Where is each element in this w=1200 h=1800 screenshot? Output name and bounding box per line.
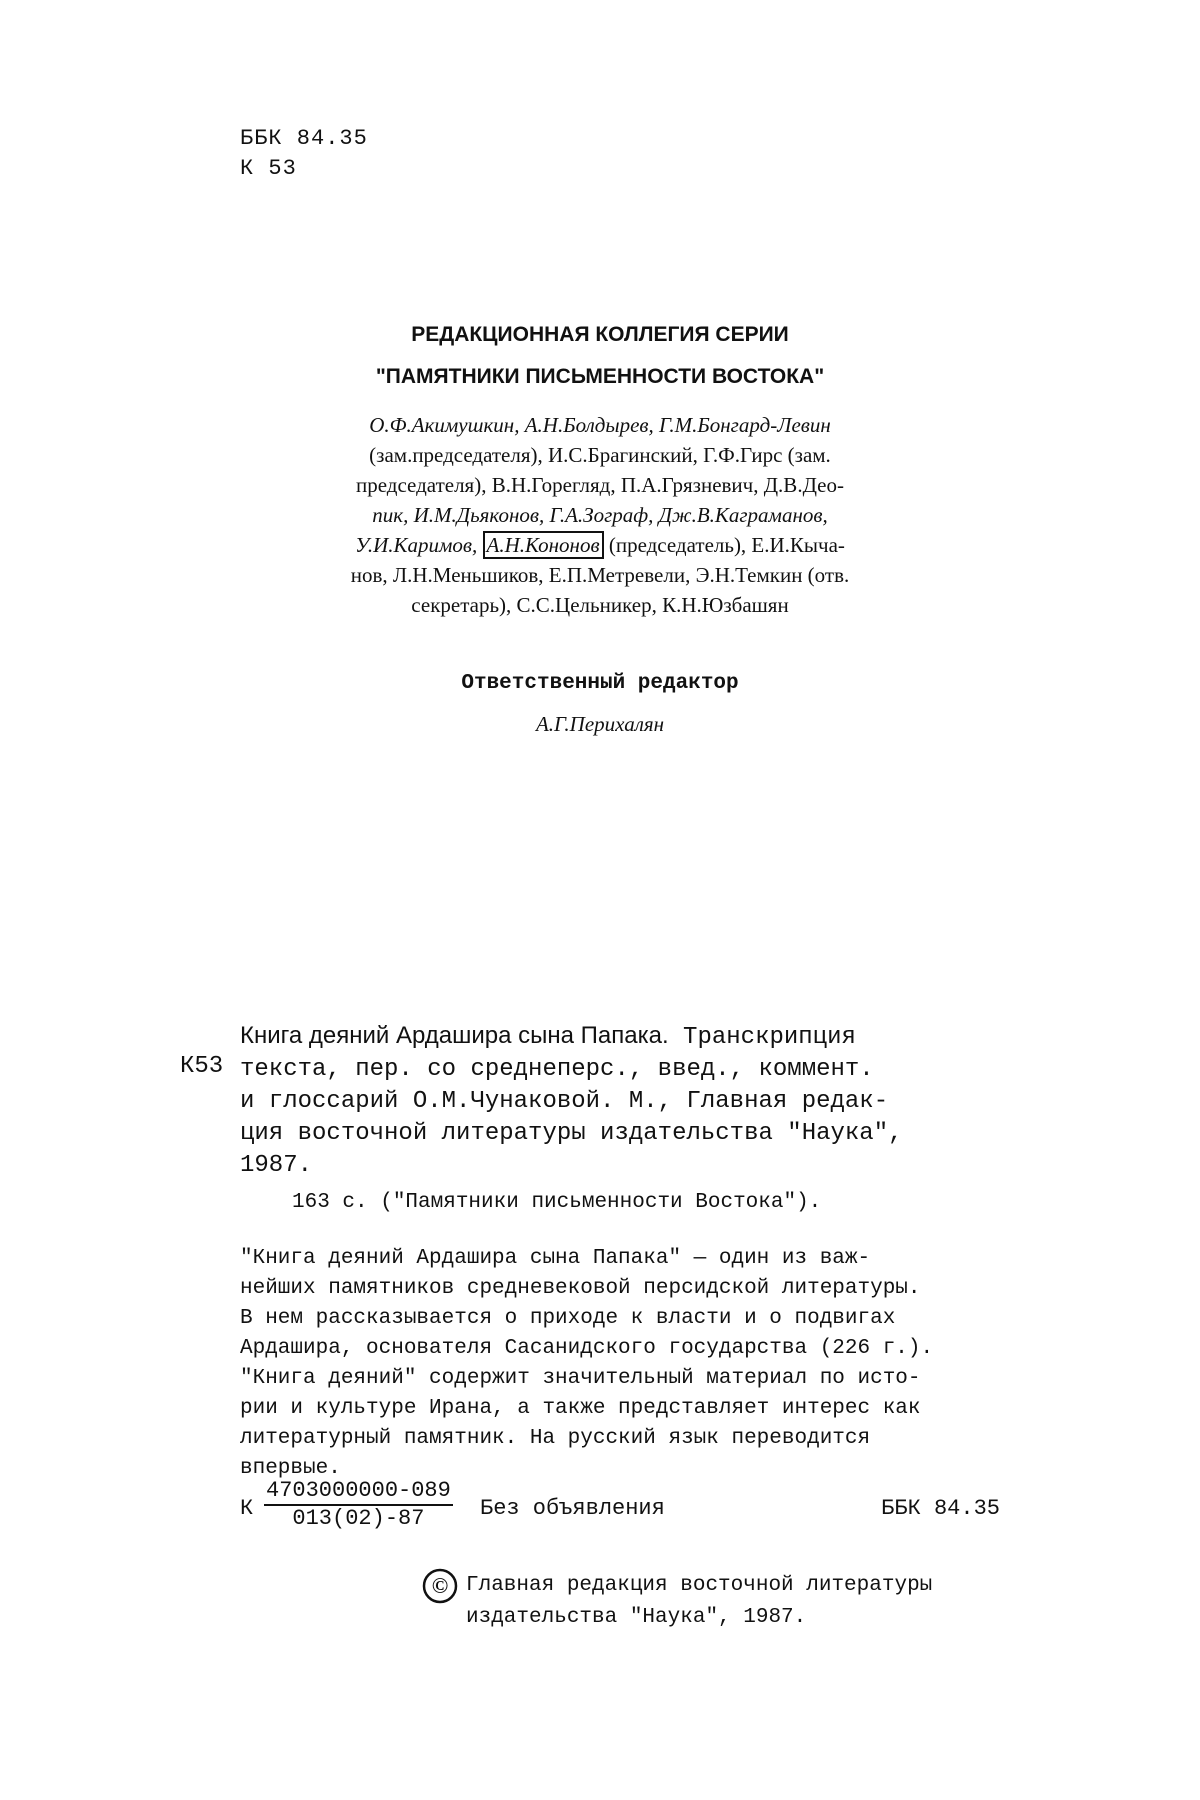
members-line-5 [0, 530, 1200, 560]
members-line-5-start: У.И.Каримов, [355, 533, 483, 557]
annotation-line-8: впервые. [240, 1457, 341, 1480]
annotation [240, 1244, 933, 1484]
members-line-1: О.Ф.Акимушкин, А.Н.Болдырев, Г.М.Бонгард-Левин [369, 413, 831, 437]
annotation-line-6: рии и культуре Ирана, а также представляет интерес как [240, 1397, 921, 1420]
board-title-line-1: РЕДАКЦИОННАЯ КОЛЛЕГИЯ СЕРИИ [411, 323, 789, 346]
editor-name: А.Г.Перихалян [535, 712, 665, 736]
responsible-editor [0, 664, 1200, 744]
page-count-series: 163 с. ("Памятники письменности Востока"). [292, 1191, 822, 1214]
copyright-text [466, 1570, 932, 1634]
annotation-line-5: "Книга деяний" содержит значительный материал по исто- [240, 1367, 921, 1390]
catalog-line-1 [240, 1020, 903, 1054]
members-line-5-end: (председатель), Е.И.Кыча- [603, 533, 845, 557]
copyright-line-2: издательства "Наука", 1987. [466, 1606, 807, 1629]
catalog-line-2: текста, пер. со среднеперс., введ., коммент. [240, 1056, 874, 1083]
copyright-line-1: Главная редакция восточной литературы [466, 1574, 933, 1597]
annotation-line-2: нейших памятников средневековой персидской литературы. [240, 1277, 921, 1300]
annotation-line-1: "Книга деяний Ардашира сына Папака" — один из важ- [240, 1247, 871, 1270]
annotation-line-7: литературный памятник. На русский язык переводится [240, 1427, 871, 1450]
bbk-code: ББК 84.35 [240, 126, 368, 151]
catalog-code-denominator: 013(02)-87 [292, 1506, 425, 1531]
catalog-code-letter: К [240, 1496, 254, 1521]
members-line-3: председателя), В.Н.Горегляд, П.А.Грязневич, Д.В.Део- [356, 473, 844, 497]
board-title-line-2: "ПАМЯТНИКИ ПИСЬМЕННОСТИ ВОСТОКА" [375, 365, 825, 388]
book-title: Книга деяний Ардашира сына Папака. [240, 1022, 669, 1049]
copyright-symbol: © [431, 1573, 449, 1598]
members-line-7: секретарь), С.С.Цельникер, К.Н.Юзбашян [411, 593, 789, 617]
annotation-line-4: Ардашира, основателя Сасанидского государства (226 г.). [240, 1337, 934, 1360]
members-line-2: (зам.председателя), И.С.Брагинский, Г.Ф.Гирс (зам. [369, 443, 831, 467]
catalog-entry [240, 1020, 903, 1182]
bbk-header [240, 124, 368, 184]
catalog-line-5: 1987. [240, 1152, 313, 1179]
bbk-code-bottom: ББК 84.35 [881, 1496, 1000, 1521]
call-number: К 53 [240, 156, 297, 181]
copyright-icon [422, 1568, 458, 1604]
catalog-code-numerator: 4703000000-089 [264, 1478, 453, 1506]
catalog-index: К53 [180, 1053, 224, 1080]
catalog-line-4: ция восточной литературы издательства "Наука", [240, 1120, 903, 1147]
members-line-6: нов, Л.Н.Меньшиков, Е.П.Метревели, Э.Н.Темкин (отв. [350, 563, 850, 587]
catalog-line-1-rest: Транскрипция [668, 1024, 856, 1051]
catalog-line-3: и глоссарий О.М.Чунаковой. М., Главная редак- [240, 1088, 889, 1115]
editor-label: Ответственный редактор [461, 672, 739, 695]
annotation-line-3: В нем рассказывается о приходе к власти и о подвигах [240, 1307, 896, 1330]
catalog-code-row [240, 1478, 1000, 1538]
editorial-board-title [0, 314, 1200, 398]
members-line-4: пик, И.М.Дьяконов, Г.А.Зограф, Дж.В.Каграманов, [372, 503, 828, 527]
catalog-code-fraction [264, 1478, 453, 1532]
chairman-name-boxed: А.Н.Кононов [483, 531, 604, 559]
price-note: Без объявления [480, 1496, 665, 1521]
editorial-board-members [0, 410, 1200, 620]
